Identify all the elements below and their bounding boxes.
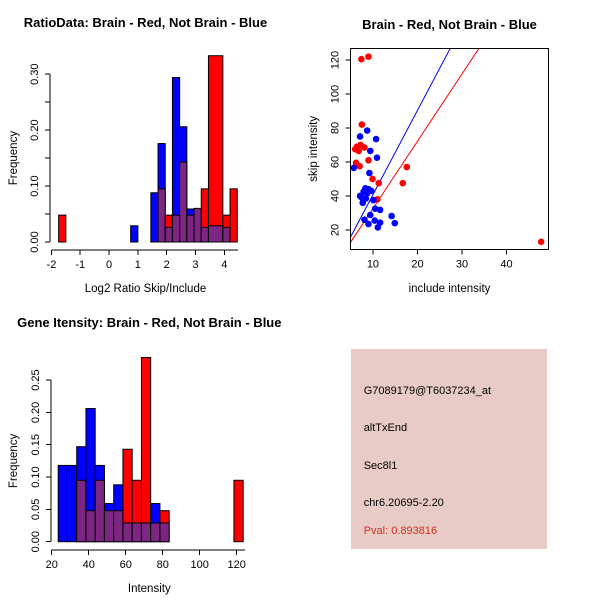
svg-text:-1: -1 (75, 259, 86, 271)
svg-text:-2: -2 (46, 259, 57, 271)
svg-text:100: 100 (190, 559, 209, 571)
gene-histogram-panel (0, 300, 300, 600)
svg-text:120: 120 (329, 50, 342, 70)
svg-text:1: 1 (134, 259, 141, 271)
svg-text:20: 20 (411, 258, 424, 271)
svg-text:60: 60 (119, 559, 132, 571)
svg-text:0.20: 0.20 (29, 119, 41, 141)
svg-text:0.25: 0.25 (29, 369, 42, 391)
gene-intensity-histogram-plot (0, 300, 300, 600)
svg-text:3: 3 (192, 259, 199, 271)
svg-text:80: 80 (156, 559, 169, 571)
svg-text:80: 80 (329, 121, 342, 135)
svg-text:0.20: 0.20 (29, 401, 42, 424)
probe-id-text: G7089179@T6037234_at (363, 385, 492, 398)
svg-text:0.00: 0.00 (29, 530, 42, 553)
svg-text:0.15: 0.15 (29, 434, 42, 456)
svg-text:0.10: 0.10 (29, 466, 42, 488)
svg-text:0.10: 0.10 (29, 175, 41, 197)
svg-text:20: 20 (45, 559, 58, 571)
svg-text:RatioData: Brain - Red, Not Br: RatioData: Brain - Red, Not Brain - Blue (23, 15, 268, 30)
scatter-panel (300, 0, 600, 300)
svg-text:40: 40 (500, 258, 513, 271)
svg-text:60: 60 (329, 155, 342, 169)
svg-text:120: 120 (227, 559, 246, 571)
svg-text:skip intensity: skip intensity (308, 115, 320, 182)
ratio-histogram-panel (0, 0, 300, 300)
svg-text:30: 30 (455, 258, 469, 271)
svg-text:0.30: 0.30 (29, 63, 41, 85)
svg-text:4: 4 (221, 259, 228, 271)
svg-text:Intensity: Intensity (127, 583, 171, 595)
svg-text:40: 40 (329, 189, 342, 203)
svg-text:0.05: 0.05 (29, 498, 42, 521)
svg-text:0: 0 (105, 259, 113, 271)
svg-text:Log2 Ratio Skip/Include: Log2 Ratio Skip/Include (84, 283, 207, 295)
svg-text:10: 10 (366, 258, 380, 271)
svg-text:20: 20 (329, 223, 342, 237)
gene-info-box (351, 349, 547, 549)
skip-include-scatter-plot (300, 0, 600, 300)
svg-text:Frequency: Frequency (8, 433, 20, 489)
svg-text:2: 2 (163, 259, 170, 271)
pval-text: Pval: 0.893816 (363, 525, 438, 538)
gene-name-text: Sec8l1 (363, 460, 398, 473)
svg-text:0.00: 0.00 (29, 231, 41, 253)
location-text: chr6.20695-2.20 (363, 497, 444, 510)
svg-text:Frequency: Frequency (8, 130, 20, 186)
svg-text:Gene Itensity: Brain - Red, No: Gene Itensity: Brain - Red, Not Brain - Blue (17, 315, 282, 330)
info-panel (300, 300, 600, 600)
svg-text:include intensity: include intensity (408, 283, 491, 295)
svg-text:100: 100 (329, 84, 342, 104)
ratio-histogram-plot (0, 0, 300, 300)
svg-text:Brain - Red, Not Brain - Blue: Brain - Red, Not Brain - Blue (362, 17, 537, 32)
svg-text:40: 40 (82, 559, 95, 571)
event-type-text: altTxEnd (363, 422, 408, 435)
